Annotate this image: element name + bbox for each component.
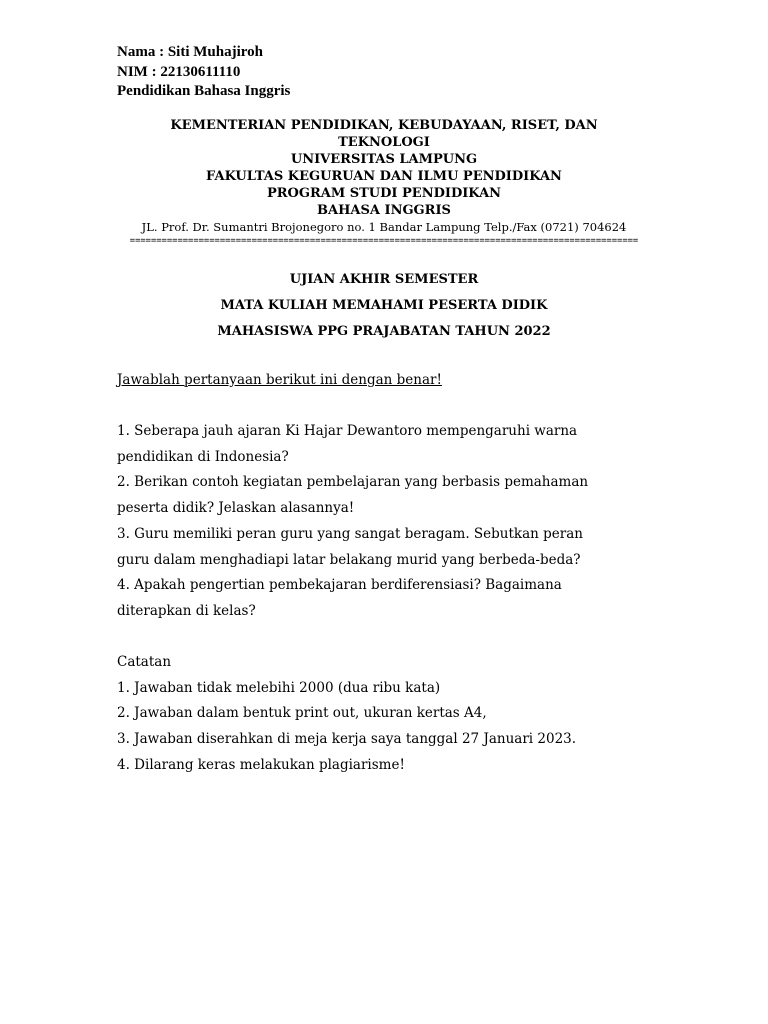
student-program: Pendidikan Bahasa Inggris — [117, 83, 291, 99]
letterhead-address: JL. Prof. Dr. Sumantri Brojonegoro no. 1 Bandar Lampung Telp./Fax (0721) 704624 — [141, 220, 627, 234]
notes-heading: Catatan — [117, 654, 172, 670]
letterhead-line: UNIVERSITAS LAMPUNG — [290, 152, 478, 167]
notes-section — [117, 650, 657, 779]
notes-item: 4. Dilarang keras melakukan plagiarisme! — [117, 756, 405, 773]
letterhead — [100, 117, 668, 219]
exam-title-line: UJIAN AKHIR SEMESTER — [289, 272, 479, 287]
question-line: peserta didik? Jelaskan alasannya! — [117, 500, 355, 517]
question-line: 4. Apakah pengertian pembekajaran berdiferensiasi? Bagaimana — [117, 577, 562, 594]
student-nim: NIM : 22130611110 — [117, 63, 241, 80]
exam-title-block — [100, 267, 668, 345]
question-list — [117, 419, 657, 625]
question-line: guru dalam menghadiapi latar belakang murid yang berbeda-beda? — [117, 551, 581, 568]
letterhead-line: BAHASA INGGRIS — [317, 203, 451, 218]
instruction-line: Jawablah pertanyaan berikut ini dengan benar! — [117, 372, 442, 388]
letterhead-line: TEKNOLOGI — [338, 135, 430, 150]
student-name: Nama : Siti Muhajiroh — [117, 44, 263, 60]
question-line: 1. Seberapa jauh ajaran Ki Hajar Dewantoro mempengaruhi warna — [117, 423, 578, 439]
letterhead-separator: ================================================================================================ — [129, 236, 639, 246]
notes-item: 1. Jawaban tidak melebihi 2000 (dua ribu kata) — [117, 679, 441, 696]
question-line: 2. Berikan contoh kegiatan pembelajaran yang berbasis pemahaman — [117, 474, 589, 491]
letterhead-line: KEMENTERIAN PENDIDIKAN, KEBUDAYAAN, RISET, DAN — [170, 118, 598, 133]
notes-item: 2. Jawaban dalam bentuk print out, ukuran kertas A4, — [117, 705, 487, 722]
instruction-text — [117, 368, 657, 394]
student-identity — [117, 43, 290, 102]
letterhead-line: PROGRAM STUDI PENDIDIKAN — [266, 186, 502, 201]
exam-title-line: MAHASISWA PPG PRAJABATAN TAHUN 2022 — [217, 324, 551, 339]
exam-title-line: MATA KULIAH MEMAHAMI PESERTA DIDIK — [220, 298, 548, 313]
question-line: 3. Guru memiliki peran guru yang sangat beragam. Sebutkan peran — [117, 525, 583, 542]
question-line: pendidikan di Indonesia? — [117, 448, 289, 465]
notes-item: 3. Jawaban diserahkan di meja kerja saya tanggal 27 Januari 2023. — [117, 731, 577, 748]
question-line: diterapkan di kelas? — [117, 602, 256, 619]
letterhead-line: FAKULTAS KEGURUAN DAN ILMU PENDIDIKAN — [206, 169, 562, 184]
